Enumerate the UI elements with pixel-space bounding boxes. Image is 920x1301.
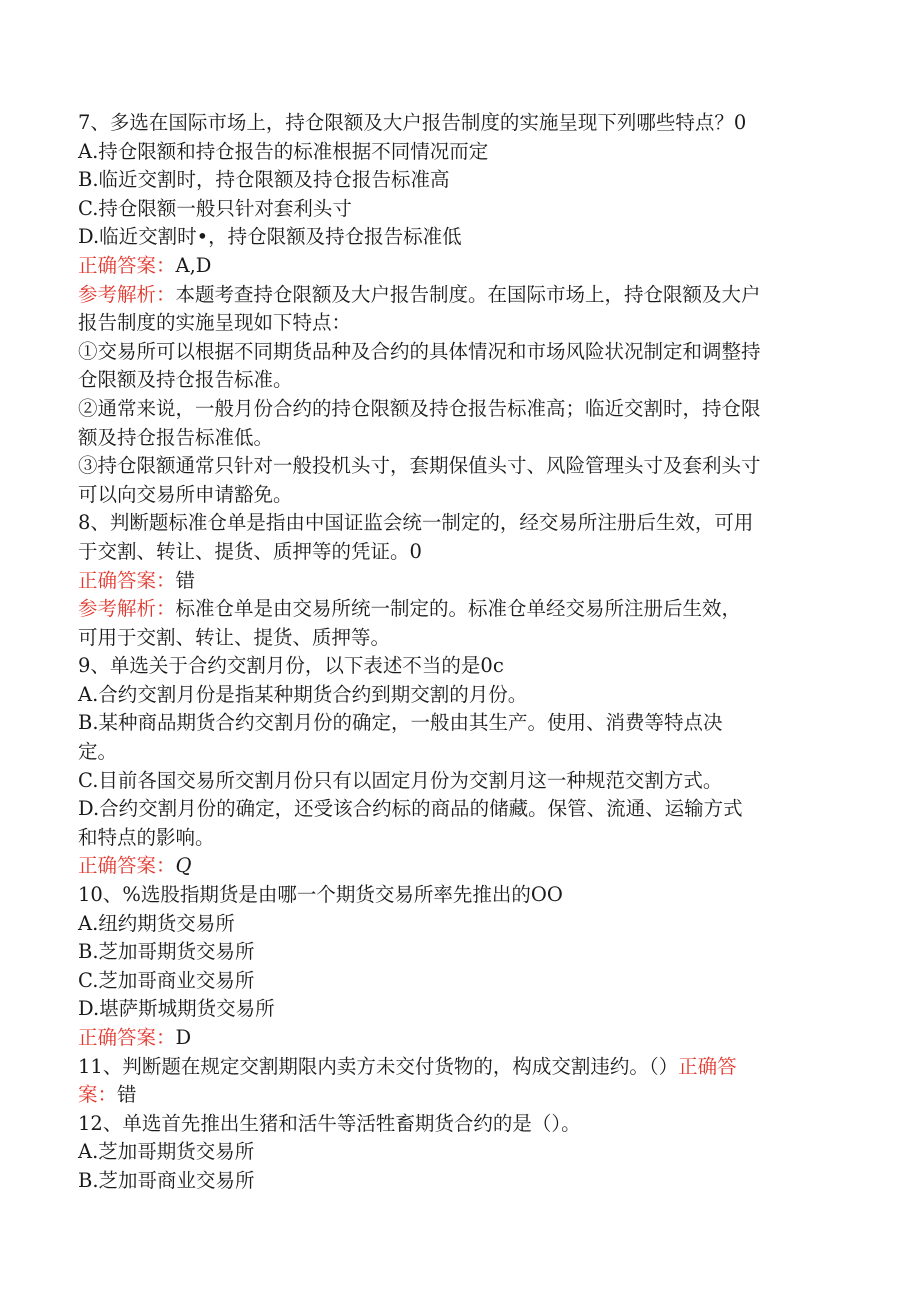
q10-answer-value: D	[175, 1026, 192, 1049]
q7-analysis-line: 可以向交易所申请豁免。	[78, 482, 293, 506]
q10-option-b: B.芝加哥期货交易所	[78, 940, 255, 964]
q10-answer-label: 正确答案：	[78, 1026, 176, 1049]
q9-option-line: 定。	[78, 740, 118, 764]
document-body	[78, 109, 838, 1196]
q8-answer-value: 错	[175, 568, 196, 592]
q11-answer	[78, 1081, 838, 1110]
q9-option-line: 和特点的影响。	[78, 825, 215, 849]
q9-answer-label: 正确答案：	[78, 854, 176, 878]
q8-question-line: 于交割、转让、提货、质押等的凭证。0	[78, 539, 422, 563]
q10-question: 10、%选股指期货是由哪一个期货交易所率先推出的OO	[78, 883, 563, 907]
q7-analysis-line: 报告制度的实施呈现如下特点：	[78, 311, 352, 335]
q7-answer-value: A,D	[175, 253, 212, 277]
q7-analysis-line: ②通常来说，一般月份合约的持仓限额及持仓报告标准高；临近交割时，持仓限	[78, 396, 761, 420]
q7-analysis-line: ①交易所可以根据不同期货品种及合约的具体情况和市场风险状况制定和调整持	[78, 339, 761, 363]
q10-option-c: C.芝加哥商业交易所	[78, 968, 255, 992]
q10-option-a: A.纽约期货交易所	[78, 911, 235, 935]
q8-analysis-label: 参考解析：	[78, 597, 176, 621]
q7-analysis-line: 额及持仓报告标准低。	[78, 425, 274, 449]
q7-analysis-label: 参考解析：	[78, 282, 176, 306]
q12-question: 12、单选首先推出生猪和活牛等活牲畜期货合约的是（）。	[78, 1111, 581, 1135]
q9-option-line: B.某种商品期货合约交割月份的确定，一般由其生产。使用、消费等特点决	[78, 711, 723, 735]
q7-answer	[78, 252, 838, 281]
q9-option-line: A.合约交割月份是指某种期货合约到期交割的月份。	[78, 682, 528, 706]
q11-answer-label-part2: 案：	[78, 1083, 118, 1107]
q9-question: 9、单选关于合约交割月份，以下表述不当的是0c	[78, 654, 504, 678]
q8-analysis-line	[78, 595, 838, 624]
q11-answer-value: 错	[117, 1083, 137, 1107]
q7-analysis-line	[78, 281, 838, 310]
q8-analysis-text: 标准仓单是由交易所统一制定的。标准仓单经交易所注册后生效，	[175, 597, 742, 621]
q9-answer	[78, 852, 838, 881]
q8-analysis-line: 可用于交割、转让、提货、质押等。	[78, 625, 391, 649]
q9-option-line: D.合约交割月份的确定，还受该合约标的商品的储藏。保管、流通、运输方式	[78, 797, 743, 821]
q7-analysis-line: ③持仓限额通常只针对一般投机头寸，套期保值头寸、风险管理头寸及套利头寸	[78, 454, 761, 478]
q11-answer-label-part1: 正确答	[678, 1054, 737, 1078]
q7-answer-label: 正确答案：	[78, 253, 176, 277]
q9-answer-value: Q	[175, 854, 192, 878]
q10-option-d: D.堪萨斯城期货交易所	[78, 997, 275, 1021]
q8-question-line: 8、判断题标准仓单是指由中国证监会统一制定的，经交易所注册后生效，可用	[78, 511, 754, 535]
q11-question-line	[78, 1053, 838, 1082]
q7-option-d: D.临近交割时•，持仓限额及持仓报告标准低	[78, 225, 462, 249]
q7-analysis-line: 仓限额及持仓报告标准。	[78, 368, 293, 392]
q7-option-c: C.持仓限额一般只针对套利头寸	[78, 196, 352, 220]
q7-analysis-text: 本题考查持仓限额及大户报告制度。在国际市场上，持仓限额及大户	[175, 282, 761, 306]
q10-answer	[78, 1024, 838, 1053]
q9-option-line: C.目前各国交易所交割月份只有以固定月份为交割月这一种规范交割方式。	[78, 768, 723, 792]
q12-option-b: B.芝加哥商业交易所	[78, 1168, 255, 1192]
q7-question: 7、多选在国际市场上，持仓限额及大户报告制度的实施呈现下列哪些特点？0	[78, 111, 747, 134]
q11-question: 11、判断题在规定交割期限内卖方未交付货物的，构成交割违约。（）	[78, 1054, 679, 1078]
q12-option-a: A.芝加哥期货交易所	[78, 1140, 255, 1164]
q7-option-b: B.临近交割时，持仓限额及持仓报告标准高	[78, 168, 450, 192]
q7-option-a: A.持仓限额和持仓报告的标准根据不同情况而定	[78, 139, 489, 163]
q8-answer	[78, 567, 838, 596]
q8-answer-label: 正确答案：	[78, 568, 176, 592]
